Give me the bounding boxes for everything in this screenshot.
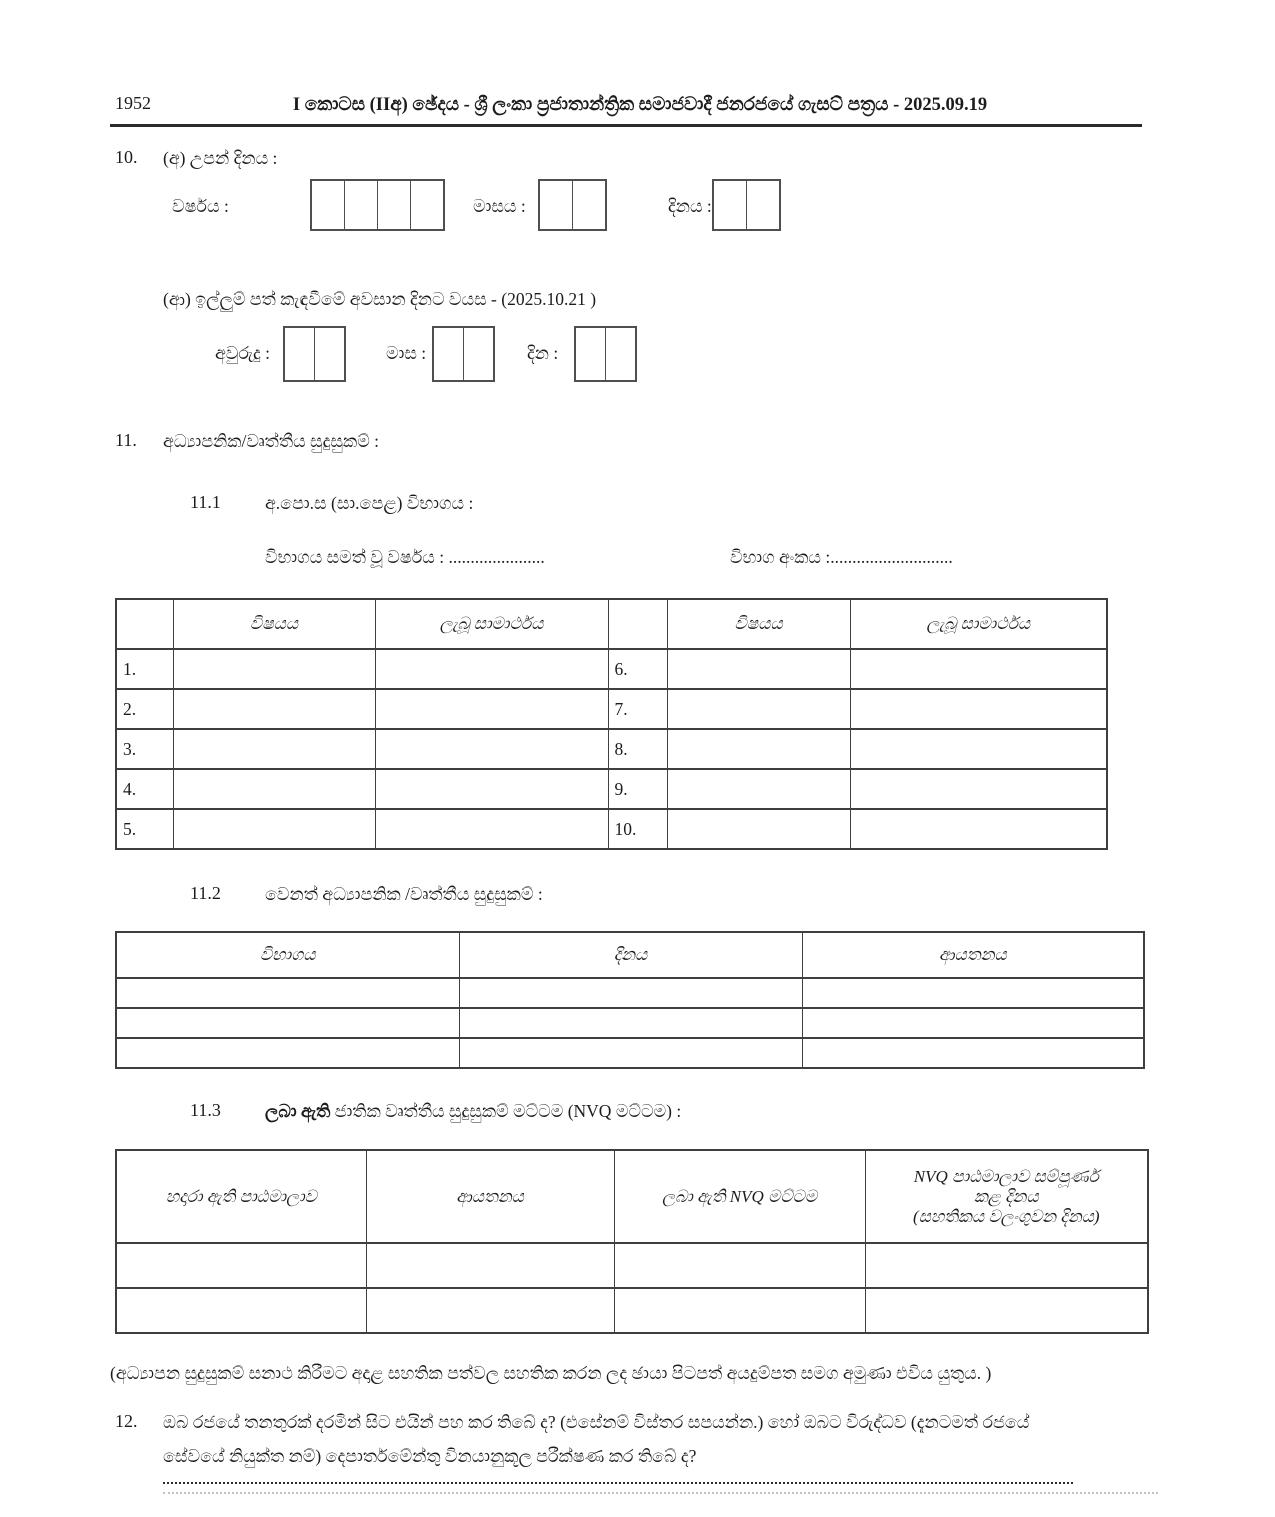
completion-date-header-line1: NVQ පාඨමාලාව සම්පූර්ණ	[913, 1166, 1099, 1186]
row-number: 7.	[608, 689, 667, 729]
institution-cell[interactable]	[802, 1008, 1144, 1038]
subject-header: විෂයය	[667, 599, 850, 649]
dob-month-boxes	[538, 179, 607, 231]
age-days-digit-1[interactable]	[576, 328, 605, 380]
completion-date-header-line3: (සහතිකය වලංගුවන දිනය)	[912, 1206, 1100, 1226]
age-years-digit-2[interactable]	[314, 328, 344, 380]
table-row	[116, 1008, 1144, 1038]
exam-cell[interactable]	[116, 1008, 459, 1038]
date-cell[interactable]	[459, 1008, 802, 1038]
q11-3-title	[265, 1100, 681, 1124]
grade-cell[interactable]	[850, 769, 1107, 809]
grade-cell[interactable]	[375, 649, 608, 689]
table-row	[116, 1243, 1148, 1288]
completion-date-header	[865, 1150, 1148, 1243]
grade-cell[interactable]	[850, 809, 1107, 849]
dob-year-label: වර්ෂය :	[172, 196, 229, 216]
q12-text-line2: සේවයේ නියුක්ත නම්) දෙපාර්තමේන්තු විනයානුකූල පරීක්ෂණ කර තිබේ ද?	[163, 1446, 697, 1466]
row-number: 4.	[116, 769, 173, 809]
completion-date-header-line2: කළ දිනය	[973, 1186, 1039, 1206]
table-row	[116, 1288, 1148, 1333]
age-months-label: මාස :	[386, 343, 427, 363]
dob-day-digit-1[interactable]	[714, 181, 746, 229]
completion-date-cell[interactable]	[865, 1243, 1148, 1288]
exam-header: විභාගය	[116, 932, 459, 978]
subject-cell[interactable]	[667, 769, 850, 809]
age-years-boxes	[283, 326, 346, 382]
q11-3-title-rest: ජාතික වෘත්තීය සුදුසුකම් මට්ටම (NVQ මට්ටම) :	[330, 1101, 682, 1121]
table-row	[116, 1038, 1144, 1068]
table-row	[116, 978, 1144, 1008]
row-number: 2.	[116, 689, 173, 729]
subject-cell[interactable]	[173, 729, 375, 769]
grade-cell[interactable]	[850, 729, 1107, 769]
q11-2-title: වෙනත් අධ්‍යාපනික /වෘත්තීය සුදුසුකම් :	[265, 884, 543, 904]
date-cell[interactable]	[459, 1038, 802, 1068]
institution-header: ආයතනය	[802, 932, 1144, 978]
ol-subjects-table	[115, 598, 1108, 850]
age-months-boxes	[432, 326, 495, 382]
exam-cell[interactable]	[116, 1038, 459, 1068]
age-years-label: අවුරුදු :	[215, 343, 270, 363]
institution-cell[interactable]	[366, 1243, 614, 1288]
age-days-boxes	[574, 326, 637, 382]
subject-cell[interactable]	[173, 689, 375, 729]
row-number: 8.	[608, 729, 667, 769]
nvq-level-cell[interactable]	[614, 1288, 865, 1333]
row-number: 9.	[608, 769, 667, 809]
course-header: හදාරා ඇති පාඨමාලාව	[116, 1150, 366, 1243]
page-number: 1952	[115, 93, 151, 113]
course-cell[interactable]	[116, 1288, 366, 1333]
exam-year-passed-field[interactable]: විභාගය සමත් වූ වර්ෂය : ......................	[265, 547, 545, 567]
nvq-table	[115, 1149, 1149, 1334]
dob-day-boxes	[712, 179, 781, 231]
subject-header: විෂයය	[173, 599, 375, 649]
subject-cell[interactable]	[173, 769, 375, 809]
grade-header: ලැබූ සාමාර්ථය	[375, 599, 608, 649]
institution-header: ආයතනය	[366, 1150, 614, 1243]
institution-cell[interactable]	[802, 978, 1144, 1008]
q11-3-number: 11.3	[190, 1100, 221, 1120]
blank-header	[116, 599, 173, 649]
grade-cell[interactable]	[375, 689, 608, 729]
gazette-header-title: I කොටස (IIඅ) ඡේදය - ශ්‍රී ලංකා ප්‍රජාතාන්ත්‍රික සමාජවාදී ජනරජයේ ගැසට් පත්‍රය - 2025.09.19	[292, 95, 988, 115]
dob-month-digit-2[interactable]	[572, 181, 605, 229]
q12-answer-line-2[interactable]	[163, 1488, 1158, 1494]
course-cell[interactable]	[116, 1243, 366, 1288]
dob-day-label: දිනය :	[668, 196, 712, 216]
completion-date-cell[interactable]	[865, 1288, 1148, 1333]
subject-cell[interactable]	[173, 809, 375, 849]
q11-1-title: අ.පො.ස (සා.පෙළ) විභාගය :	[265, 493, 474, 513]
subject-cell[interactable]	[667, 809, 850, 849]
exam-index-number-field[interactable]: විභාග අංකය :............................	[730, 547, 953, 567]
grade-cell[interactable]	[375, 729, 608, 769]
age-months-digit-2[interactable]	[463, 328, 493, 380]
attachments-note: (අධ්‍යාපන සුදුසුකම් සනාථ කිරීමට අදාළ සහතික පත්වල සහතික කරන ලද ඡායා පිටපත් අයදුම්පත සමග අමුණා එවිය යුතුය. )	[110, 1363, 992, 1383]
blank-header	[608, 599, 667, 649]
q11-3-title-bold: ලබා ඇති	[265, 1101, 331, 1121]
grade-header: ලැබූ සාමාර්ථය	[850, 599, 1107, 649]
table-row	[116, 689, 1107, 729]
q10b-label: (ආ) ඉල්ලුම් පත් කැඳවීමේ අවසාන දිනට වයස - (2025.10.21 )	[163, 289, 597, 309]
institution-cell[interactable]	[802, 1038, 1144, 1068]
age-days-label: දින :	[527, 343, 559, 363]
dob-month-label: මාසය :	[473, 196, 526, 216]
subject-cell[interactable]	[667, 689, 850, 729]
q12-number: 12.	[115, 1411, 138, 1431]
grade-cell[interactable]	[375, 809, 608, 849]
date-header: දිනය	[459, 932, 802, 978]
table-row	[116, 649, 1107, 689]
dob-year-digit-3[interactable]	[377, 181, 410, 229]
grade-cell[interactable]	[850, 649, 1107, 689]
subject-cell[interactable]	[173, 649, 375, 689]
grade-cell[interactable]	[850, 689, 1107, 729]
row-number: 3.	[116, 729, 173, 769]
header-rule	[110, 124, 1142, 127]
grade-cell[interactable]	[375, 769, 608, 809]
table-row	[116, 769, 1107, 809]
q11-title: අධ්‍යාපනික/වෘත්තීය සුදුසුකම් :	[163, 431, 380, 451]
q11-number: 11.	[115, 430, 137, 450]
age-months-digit-1[interactable]	[434, 328, 463, 380]
other-qualifications-table	[115, 931, 1145, 1069]
exam-cell[interactable]	[116, 978, 459, 1008]
subject-cell[interactable]	[667, 649, 850, 689]
table-row	[116, 809, 1107, 849]
row-number: 1.	[116, 649, 173, 689]
dob-month-digit-1[interactable]	[540, 181, 572, 229]
q11-2-number: 11.2	[190, 883, 221, 903]
dob-day-digit-2[interactable]	[746, 181, 779, 229]
institution-cell[interactable]	[366, 1288, 614, 1333]
q10-number: 10.	[115, 147, 138, 167]
dob-year-boxes	[310, 179, 445, 231]
date-cell[interactable]	[459, 978, 802, 1008]
dob-year-digit-4[interactable]	[410, 181, 443, 229]
row-number: 10.	[608, 809, 667, 849]
dob-year-digit-1[interactable]	[312, 181, 344, 229]
q11-1-number: 11.1	[190, 492, 221, 512]
row-number: 5.	[116, 809, 173, 849]
q12-answer-line[interactable]	[163, 1478, 1073, 1484]
q10a-label: (අ) උපන් දිනය :	[163, 148, 278, 168]
age-years-digit-1[interactable]	[285, 328, 314, 380]
age-days-digit-2[interactable]	[605, 328, 635, 380]
nvq-level-header: ලබා ඇති NVQ මට්ටම	[614, 1150, 865, 1243]
dob-year-digit-2[interactable]	[344, 181, 377, 229]
q12-text-line1: ඔබ රජයේ තනතුරක් දරමින් සිට එයින් පහ කර තිබේ ද? (එසේනම් විස්තර සපයන්න.) හෝ ඔබට විරුද්ධව (දැනටමත් රජයේ	[163, 1412, 1030, 1432]
row-number: 6.	[608, 649, 667, 689]
table-row	[116, 729, 1107, 769]
subject-cell[interactable]	[667, 729, 850, 769]
nvq-level-cell[interactable]	[614, 1243, 865, 1288]
